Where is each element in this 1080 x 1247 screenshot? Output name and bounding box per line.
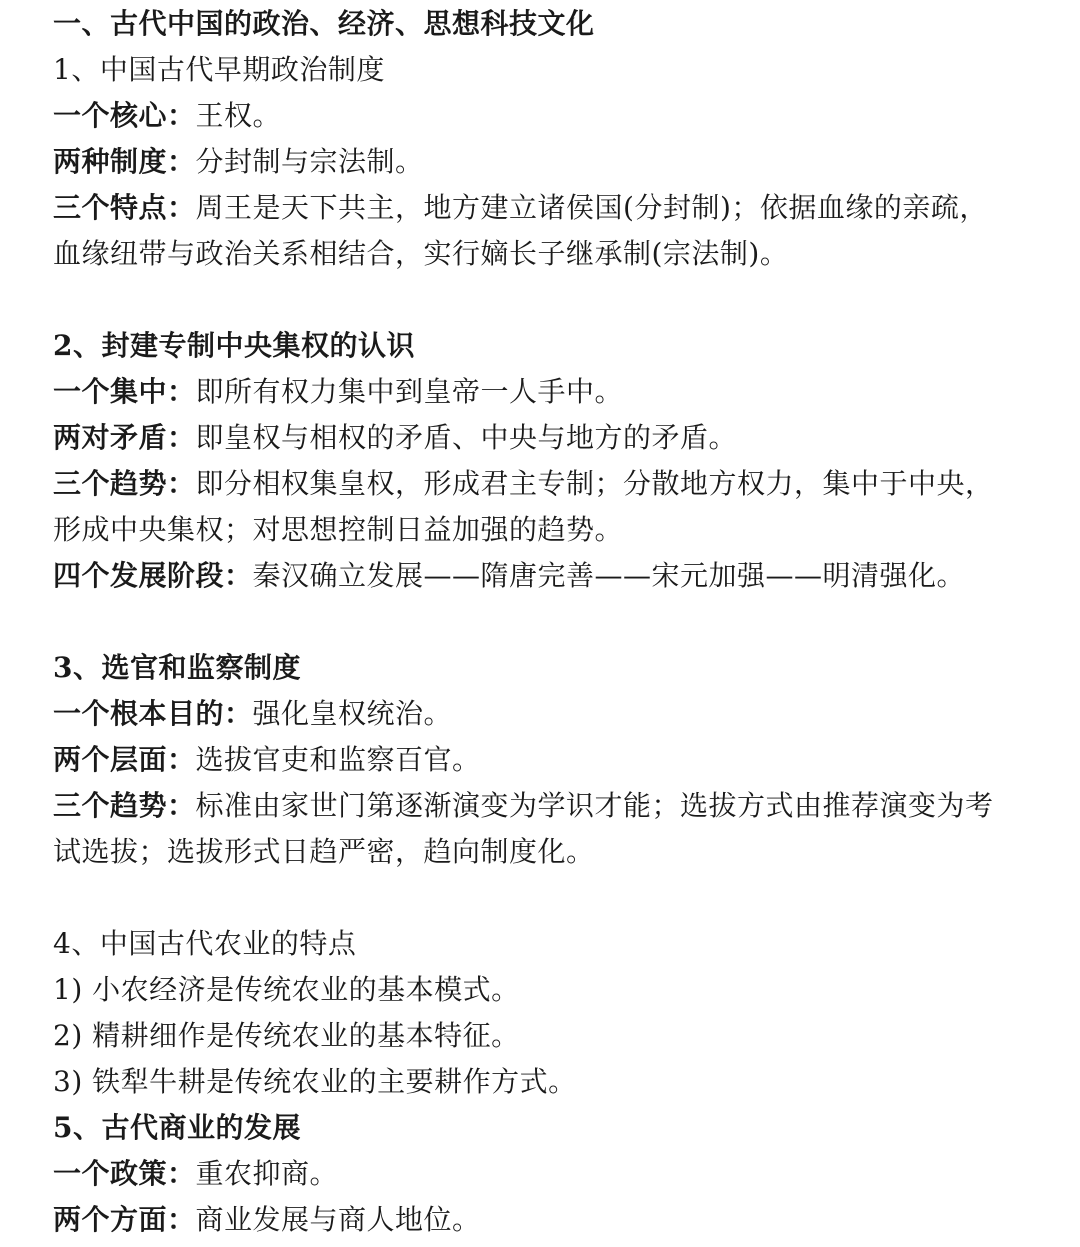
s1-line-systems (53, 142, 1040, 182)
s2-concentration-text: 即所有权力集中到皇帝一人手中。 (195, 375, 624, 408)
s2-trends-text: 即分相权集皇权，形成君主专制；分散地方权力，集中于中央， (195, 467, 994, 500)
s5-line-aspects (53, 1200, 1040, 1240)
s4-item-2: 2) 精耕细作是传统农业的基本特征。 (53, 1019, 520, 1052)
s2-trends-cont: 形成中央集权；对思想控制日益加强的趋势。 (53, 513, 624, 546)
section-title: 一、古代中国的政治、经济、思想科技文化 (53, 7, 595, 40)
s2-line-contradictions (53, 418, 1040, 458)
s3-trends-cont: 试选拔；选拔形式日趋严密，趋向制度化。 (53, 835, 595, 868)
s1-systems-term: 两种制度： (53, 145, 196, 178)
s1-core-term: 一个核心： (53, 99, 196, 132)
s3-line-purpose (53, 694, 1040, 734)
s4-heading: 4、中国古代农业的特点 (53, 927, 357, 960)
s2-trends-term: 三个趋势： (53, 467, 196, 500)
s2-concentration-term: 一个集中： (53, 375, 196, 408)
s2-contradictions-term: 两对矛盾： (53, 421, 196, 454)
s3-levels-text: 选拔官吏和监察百官。 (195, 743, 481, 776)
s3-trends-term: 三个趋势： (53, 789, 196, 822)
s3-levels-term: 两个层面： (53, 743, 196, 776)
s3-purpose-text: 强化皇权统治。 (252, 697, 453, 730)
s3-line-trends (53, 786, 1040, 826)
s1-features-cont: 血缘纽带与政治关系相结合，实行嫡长子继承制(宗法制)。 (53, 237, 789, 270)
s3-trends-text: 标准由家世门第逐渐演变为学识才能；选拔方式由推荐演变为考 (195, 789, 994, 822)
s5-aspects-term: 两个方面： (53, 1203, 196, 1236)
s1-core-text: 王权。 (195, 99, 282, 132)
s5-aspects-text: 商业发展与商人地位。 (195, 1203, 481, 1236)
s1-line-core (53, 96, 1040, 136)
s1-line-features (53, 188, 1040, 228)
s2-line-stages (53, 556, 1040, 596)
s1-systems-text: 分封制与宗法制。 (195, 145, 424, 178)
s2-heading: 2、封建专制中央集权的认识 (53, 329, 415, 362)
s2-contradictions-text: 即皇权与相权的矛盾、中央与地方的矛盾。 (195, 421, 738, 454)
s1-features-text: 周王是天下共主，地方建立诸侯国(分封制)；依据血缘的亲疏， (195, 191, 988, 224)
s3-heading: 3、选官和监察制度 (53, 651, 301, 684)
s4-item-1: 1) 小农经济是传统农业的基本模式。 (53, 973, 520, 1006)
s5-policy-term: 一个政策： (53, 1157, 196, 1190)
s5-heading: 5、古代商业的发展 (53, 1111, 301, 1144)
s2-stages-term: 四个发展阶段： (53, 559, 253, 592)
s5-line-policy (53, 1154, 1040, 1194)
s5-policy-text: 重农抑商。 (195, 1157, 339, 1190)
s2-line-concentration (53, 372, 1040, 412)
s1-features-term: 三个特点： (53, 191, 196, 224)
s2-stages-text: 秦汉确立发展——隋唐完善——宋元加强——明清强化。 (252, 559, 966, 592)
s1-heading: 1、中国古代早期政治制度 (53, 53, 385, 86)
s3-line-levels (53, 740, 1040, 780)
s2-line-trends (53, 464, 1040, 504)
s3-purpose-term: 一个根本目的： (53, 697, 253, 730)
s4-item-3: 3) 铁犁牛耕是传统农业的主要耕作方式。 (53, 1065, 577, 1098)
